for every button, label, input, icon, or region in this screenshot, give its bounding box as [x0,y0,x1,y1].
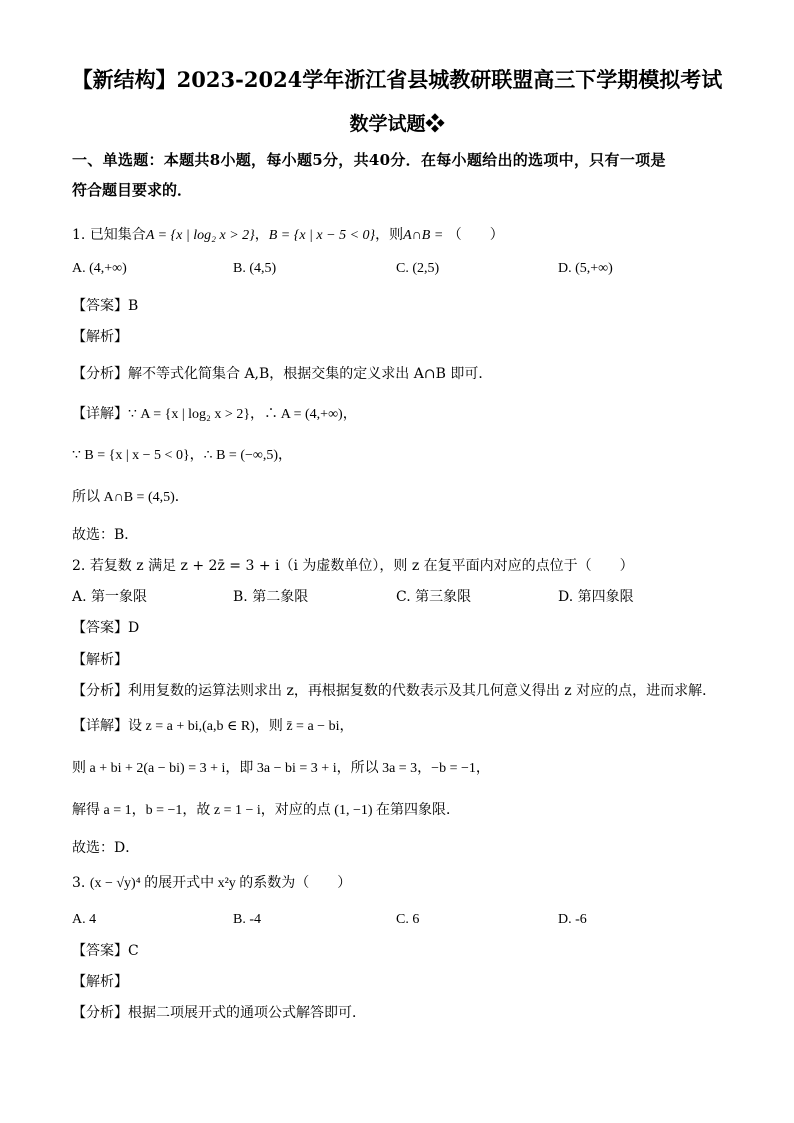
document-title: 【新结构】2023-2024学年浙江省县城教研联盟高三下学期模拟考试 [71,67,723,92]
q1-answer [72,296,138,316]
q2-choice: 故选：D． [72,840,140,856]
q2-explain-label: 【解析】 [72,652,128,668]
q2-detail1 [72,716,353,737]
section-heading-line1: 一、单选题：本题共8小题，每小题5分，共40分．在每小题给出的选项中，只有一项是 [72,151,666,169]
q3-stem [72,873,351,894]
q1-set-a: A = {x | log₂ x > 2} [145,228,255,243]
q3-option-b: B. -4 [233,912,261,927]
q1-stem-b: ，则 [375,227,404,243]
q1-option-b: B. (4,5) [233,261,277,276]
q2-detail3: 解得 a = 1，b = −1，故 z = 1 − i，对应的点 (1, −1) 在第四象限． [72,803,461,818]
q3-analysis-text: 根据二项展开式的通项公式解答即可． [128,1005,366,1021]
q3-analysis [72,1003,366,1023]
q1-set-b: B = {x | x − 5 < 0} [268,228,376,243]
q1-answer-label: 【答案】 [72,298,128,314]
q3-answer-label: 【答案】 [72,943,128,959]
q2-answer-label: 【答案】 [72,620,128,636]
q1-number: 1. [72,227,86,243]
q1-detail-label: 【详解】 [72,406,128,422]
q2-detail-label: 【详解】 [72,718,128,734]
q3-option-d: D. -6 [558,912,587,927]
q2-analysis-label: 【分析】 [72,683,128,699]
q2-stem [72,556,634,576]
q2-detail2: 则 a + bi + 2(a − bi) = 3 + i，即 3a − bi = 3 + i，所以 3a = 3，−b = −1， [72,761,490,776]
document-subtitle: 数学试题❖ [349,113,445,135]
q1-detail1 [72,404,357,425]
q2-answer [72,618,139,638]
q1-stem [72,225,504,246]
q2-number: 2. [72,558,86,574]
q1-analysis [72,364,492,384]
q3-option-c: C. 6 [396,912,420,927]
q2-analysis-text: 利用复数的运算法则求出 z，再根据复数的代数表示及其几何意义得出 z 对应的点，进而求解． [128,683,717,699]
q1-answer-value: B [128,298,139,314]
q2-option-c: C. 第三象限 [396,589,472,605]
q1-detail1-text: ∵ A = {x | log₂ x > 2}，∴ A = (4,+∞)， [128,407,357,422]
q1-paren: （ ） [447,227,504,243]
q2-analysis [72,681,716,701]
q1-option-d: D. (5,+∞) [558,261,613,276]
q2-option-d: D. 第四象限 [558,589,634,605]
q3-stem-text: (x − √y)⁴ 的展开式中 x²y 的系数为（ ） [89,876,352,891]
q3-option-a: A. 4 [72,912,97,927]
q1-analysis-text: 解不等式化简集合 A,B，根据交集的定义求出 A∩B 即可． [128,366,493,382]
q2-option-b: B. 第二象限 [233,589,309,605]
q2-option-a: A. 第一象限 [72,589,148,605]
q1-detail3: 所以 A∩B = (4,5)． [72,490,189,505]
q1-expr: A∩B = [403,228,444,243]
q1-stem-a: 已知集合 [89,227,146,243]
section-heading-line2: 符合题目要求的． [72,181,193,199]
q1-sep: ， [254,227,269,243]
q3-analysis-label: 【分析】 [72,1005,128,1021]
q3-explain-label: 【解析】 [72,974,128,990]
q2-detail1-text: 设 z = a + bi,(a,b ∈ R)，则 z̄ = a − bi， [128,719,354,734]
q1-detail2: ∵ B = {x | x − 5 < 0}，∴ B = (−∞,5)， [72,448,293,463]
q3-answer-value: C [128,943,139,959]
q1-option-a: A. (4,+∞) [72,261,127,276]
q1-choice: 故选：B． [72,527,139,543]
q1-analysis-label: 【分析】 [72,366,128,382]
q2-answer-value: D [128,620,140,636]
q3-answer [72,941,139,961]
q1-option-c: C. (2,5) [396,261,440,276]
q3-number: 3. [72,875,86,891]
q2-stem-text: 若复数 z 满足 z + 2z̄ = 3 + i（i 为虚数单位），则 z 在复平面内对应的点位于（ ） [89,558,634,574]
q1-explain-label: 【解析】 [72,329,128,345]
